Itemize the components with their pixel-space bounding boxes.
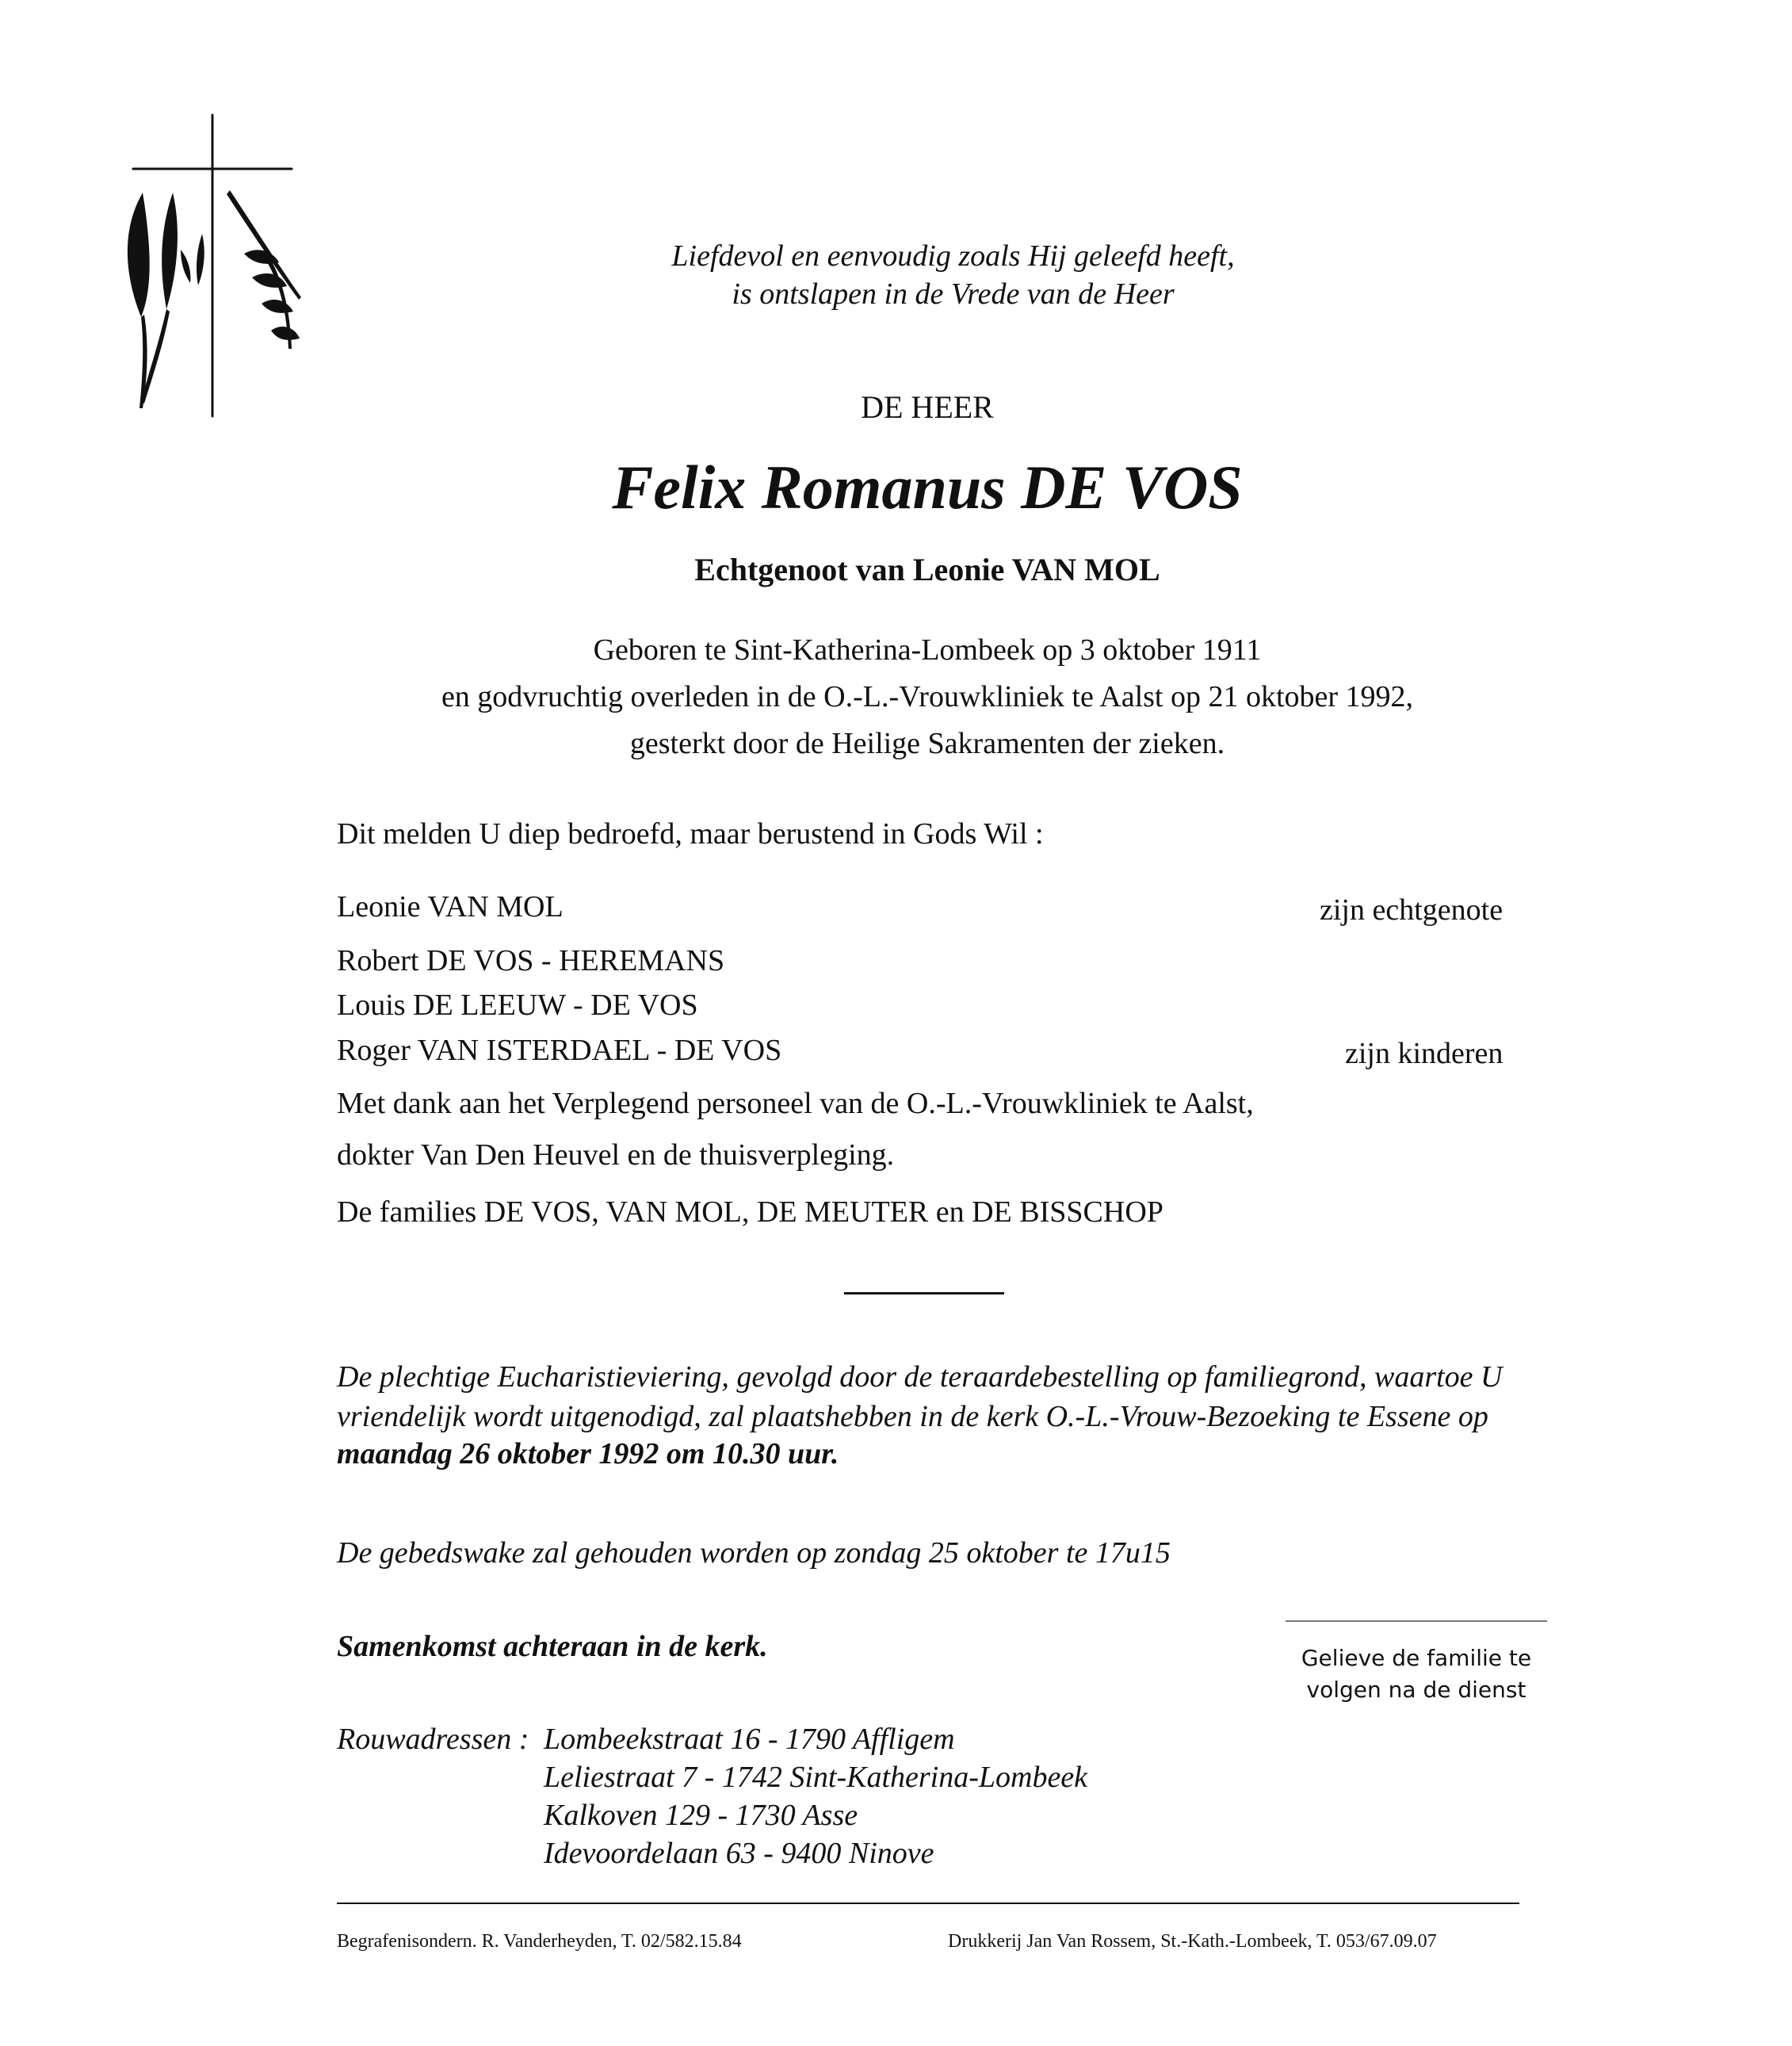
ceremony-text: De plechtige Eucharistieviering, gevolgd door de teraardebestelling op familiegrond, waartoe U vriendelijk wordt uitgenodigd, zal plaatshebben in de kerk O.-L.-Vrouw-Bezoeking te Essene op (337, 1360, 1503, 1433)
footer-rule (337, 1903, 1519, 1904)
children-role: zijn kinderen (1345, 1037, 1504, 1070)
deceased-name: Felix Romanus DE VOS (612, 453, 1243, 522)
thanks-line-2: dokter Van Den Heuvel en de thuisverpleging. (337, 1138, 895, 1172)
sacraments-line: gesterkt door de Heilige Sakramenten der zieken. (629, 727, 1225, 760)
intro-line-1: Liefdevol en eenvoudig zoals Hij geleefd heeft, (671, 239, 1235, 273)
spouse-line: Echtgenoot van Leonie VAN MOL (694, 552, 1160, 587)
wife-role: zijn echtgenote (1320, 893, 1504, 927)
funeral-director: Begrafenisondern. R. Vanderheyden, T. 02/582.15.84 (337, 1931, 742, 1952)
families-line: De families DE VOS, VAN MOL, DE MEUTER en DE BISSCHOP (337, 1195, 1163, 1229)
announcement-line: Dit melden U diep bedroefd, maar berustend in Gods Wil : (337, 817, 1044, 851)
child-name: Roger VAN ISTERDAEL - DE VOS (337, 1034, 782, 1067)
honorific-title: DE HEER (861, 389, 994, 425)
child-name: Louis DE LEEUW - DE VOS (337, 989, 698, 1022)
follow-family-note: Gelieve de familie te volgen na de dienst (1301, 1645, 1532, 1703)
printer-credit: Drukkerij Jan Van Rossem, St.-Kath.-Lombeek, T. 053/67.09.07 (948, 1931, 1437, 1952)
meeting-line: Samenkomst achteraan in de kerk. (337, 1630, 768, 1663)
address-item: Lombeekstraat 16 - 1790 Affligem (544, 1723, 955, 1756)
address-item: Kalkoven 129 - 1730 Asse (544, 1799, 858, 1832)
address-item: Idevoordelaan 63 - 9400 Ninove (544, 1837, 934, 1870)
intro-line-2: is ontslapen in de Vrede van de Heer (732, 277, 1175, 311)
child-name: Robert DE VOS - HEREMANS (337, 944, 725, 977)
wife-name: Leonie VAN MOL (337, 890, 564, 924)
section-divider (844, 1292, 1004, 1295)
death-line: en godvruchtig overleden in de O.-L.-Vrouwkliniek te Aalst op 21 oktober 1992, (441, 680, 1414, 713)
ceremony-date: maandag 26 oktober 1992 om 10.30 uur. (337, 1437, 839, 1470)
birth-line: Geboren te Sint-Katherina-Lombeek op 3 oktober 1911 (593, 633, 1262, 667)
addresses-label: Rouwadressen : (337, 1723, 529, 1756)
wake-line: De gebedswake zal gehouden worden op zondag 25 oktober te 17u15 (337, 1536, 1171, 1570)
thanks-line-1: Met dank aan het Verplegend personeel van de O.-L.-Vrouwkliniek te Aalst, (337, 1087, 1254, 1120)
address-item: Leliestraat 7 - 1742 Sint-Katherina-Lombeek (544, 1761, 1088, 1794)
note-rule (1286, 1620, 1547, 1622)
